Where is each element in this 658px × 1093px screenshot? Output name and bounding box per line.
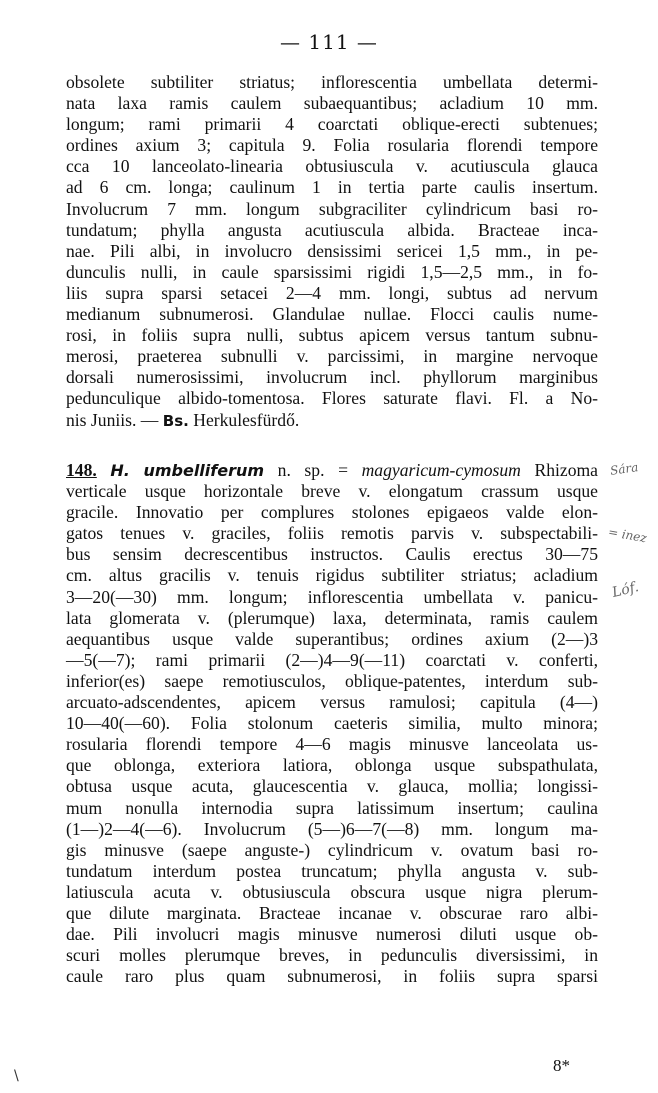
locality-name: Herkulesfürdő.	[193, 409, 300, 430]
text-line: bus sensim decrescentibus instructos. Caulis erectus 30—75	[66, 544, 598, 565]
text-line: tundatum interdum postea truncatum; phylla angusta v. sub-	[66, 860, 598, 881]
heading-continuation: Rhizoma	[534, 460, 598, 480]
species-name: umbelliferum	[143, 461, 265, 480]
text-line: cca 10 lanceolato-linearia obtusiuscula v. acutiuscula glauca	[66, 156, 598, 177]
equals-sign: =	[338, 460, 348, 480]
stray-pencil-mark: \	[14, 1068, 19, 1084]
genus-abbreviation: H.	[110, 461, 130, 480]
printer-signature: 8*	[553, 1056, 570, 1075]
text-line: nata laxa ramis caulem subaequantibus; acladium 10 mm.	[66, 93, 598, 114]
paragraph-continuation	[66, 72, 598, 431]
text-line: scuri molles plerumque breves, in pedunculis diversissimi, in	[66, 945, 598, 966]
closing-text: nis Juniis. —	[66, 409, 159, 430]
text-line: merosi, praeterea subnulli v. parcissimi, in margine nervoque	[66, 346, 598, 367]
text-line: aequantibus usque valde superantibus; ordines axium (2—)3	[66, 628, 598, 649]
text-line: ad 6 cm. longa; caulinum 1 in tertia parte caulis insertum.	[66, 177, 598, 198]
locality-line	[66, 410, 598, 431]
locality-abbreviation: Bs.	[162, 411, 189, 430]
text-line: que dilute marginata. Bracteae incanae v. obscurae raro albi-	[66, 902, 598, 923]
page-number: — 111 —	[280, 30, 378, 54]
text-line: longum; rami primarii 4 coarctati oblique-erecti subtenues;	[66, 114, 598, 135]
text-line: liis supra sparsi setacei 2—4 mm. longi, subtus ad nervum	[66, 282, 598, 303]
text-line: rosularia florendi tempore 4—6 magis minusve lanceolata us-	[66, 734, 598, 755]
text-line: mum nonulla internodia supra latissimum insertum; caulina	[66, 797, 598, 818]
text-line: dae. Pili involucri magis minusve numerosi diluti usque ob-	[66, 924, 598, 945]
text-line: nae. Pili albi, in involucro densissimi sericei 1,5 mm., in pe-	[66, 240, 598, 261]
synonym: magyaricum-cymosum	[361, 460, 521, 480]
status-label: n. sp.	[277, 460, 325, 480]
entry-number: 148.	[66, 460, 97, 480]
text-line: verticale usque horizontale breve v. elongatum crassum usque	[66, 481, 598, 502]
text-line: —5(—7); rami primarii (2—)4—9(—11) coarctati v. conferti,	[66, 649, 598, 670]
text-line: caule raro plus quam subnumerosi, in foliis supra sparsi	[66, 966, 598, 987]
text-line: obtusa usque acuta, glaucescentia v. glauca, mollia; longissi-	[66, 776, 598, 797]
text-line: Involucrum 7 mm. longum subgraciliter cylindricum basi ro-	[66, 198, 598, 219]
handwritten-note: Sára	[609, 460, 640, 478]
text-line: 3—20(—30) mm. longum; inflorescentia umbellata v. panicu-	[66, 586, 598, 607]
text-line: que oblonga, exteriora latiora, oblonga usque subspathulata,	[66, 755, 598, 776]
text-line: pedunculique albido-tomentosa. Flores saturate flavi. Fl. a No-	[66, 388, 598, 409]
text-line: arcuato-adscendentes, apicem versus ramulosi; capitula (4—)	[66, 692, 598, 713]
text-line: medianum subnumerosi. Glandulae nullae. Flocci caulis nume-	[66, 304, 598, 325]
text-line: lata glomerata v. (plerumque) laxa, determinata, ramis caulem	[66, 607, 598, 628]
text-line: dunculis nulli, in caule sparsissimi rigidi 1,5—2,5 mm., in fo-	[66, 261, 598, 282]
text-line: 10—40(—60). Folia stolonum caeteris similia, multo minora;	[66, 713, 598, 734]
species-entry-148	[66, 460, 598, 987]
text-line: inferior(es) saepe remotiusculos, oblique-patentes, interdum sub-	[66, 670, 598, 691]
entry-heading-line	[66, 460, 598, 481]
text-line: obsolete subtiliter striatus; inflorescentia umbellata determi-	[66, 72, 598, 92]
text-line: gracile. Innovatio per complures stolones epigaeos valde elon-	[66, 502, 598, 523]
text-line: (1—)2—4(—6). Involucrum (5—)6—7(—8) mm. longum ma-	[66, 818, 598, 839]
text-line: dorsali numerosissimi, involucrum incl. phyllorum marginibus	[66, 367, 598, 388]
text-line: gis minusve (saepe anguste-) cylindricum v. ovatum basi ro-	[66, 839, 598, 860]
text-line: rosi, in foliis supra nulli, subtus apicem versus tantum subnu-	[66, 325, 598, 346]
text-line: tundatum; phylla angusta acutiuscula albida. Bracteae inca-	[66, 219, 598, 240]
text-line: ordines axium 3; capitula 9. Folia rosularia florendi tempore	[66, 135, 598, 156]
handwritten-note: Lóf.	[610, 578, 641, 602]
text-line: gatos tenues v. graciles, foliis remotis parvis v. subspectabili-	[66, 523, 598, 544]
text-line: cm. altus gracilis v. tenuis rigidus subtiliter striatus; acladium	[66, 565, 598, 586]
text-line: latiuscula acuta v. obtusiuscula obscura usque nigra plerum-	[66, 881, 598, 902]
handwritten-note: = inez	[607, 524, 648, 546]
